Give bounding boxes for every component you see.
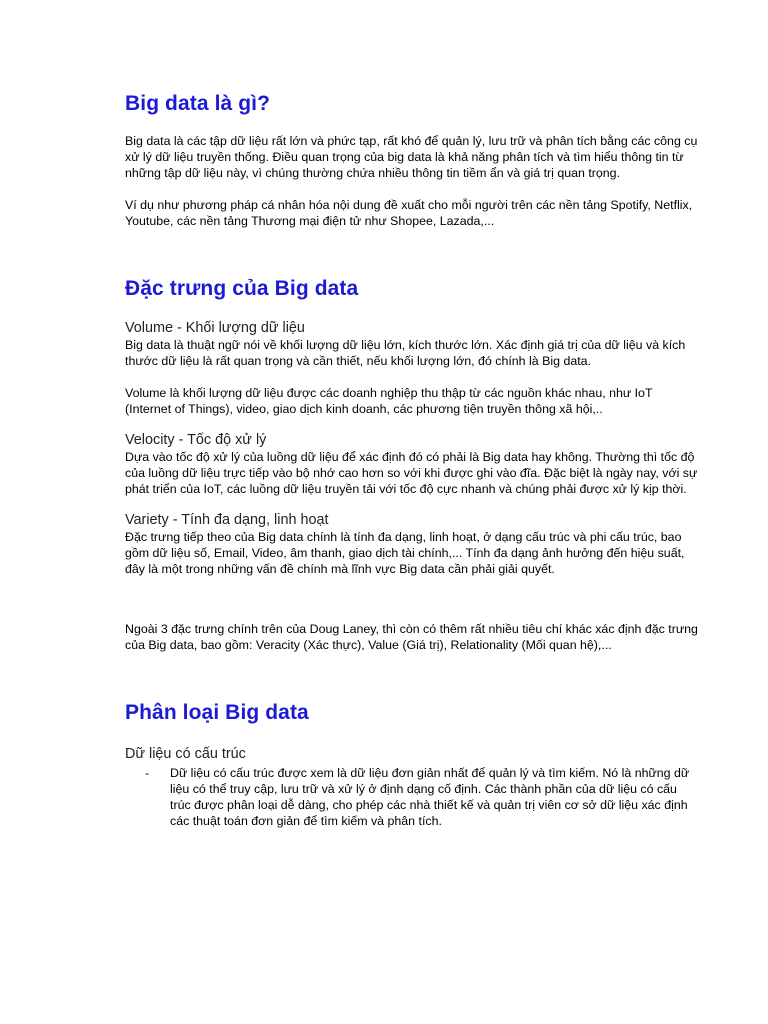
subheading-variety: Variety - Tính đa dạng, linh hoạt (125, 512, 329, 528)
paragraph-example: Ví dụ như phương pháp cá nhân hóa nội dung đề xuất cho mỗi người trên các nền tảng Spotify, Netflix, Youtube, các nền tảng Thương mại điện tử như Shopee, Lazada,... (125, 198, 693, 228)
heading-big-data-what: Big data là gì? (125, 92, 271, 115)
heading-features: Đặc trưng của Big data (125, 277, 359, 300)
document-page (125, 0, 700, 829)
list-item (125, 765, 700, 829)
heading-classification: Phân loại Big data (125, 701, 309, 724)
paragraph-velocity: Dựa vào tốc độ xử lý của luồng dữ liệu để xác định đó có phải là Big data hay không. Thường thì tốc độ của luồng dữ liệu trực tiếp vào bộ nhớ cao hơn so với khi được ghi vào đĩa. Đặc biệt là ngày nay, với sự phát triển của IoT, các luồng dữ liệu truyền tải với tốc độ cực nhanh và chúng phải được xử lý kịp thời. (125, 450, 698, 496)
paragraph-other-characteristics: Ngoài 3 đặc trưng chính trên của Doug Laney, thì còn có thêm rất nhiều tiêu chí khác xác định đặc trưng của Big data, bao gồm: Veracity (Xác thực), Value (Giá trị), Relationality (Mối quan hệ),... (125, 622, 698, 652)
list-item-text: Dữ liệu có cấu trúc được xem là dữ liệu đơn giản nhất để quản lý và tìm kiếm. Nó là những dữ liệu có thể truy cập, lưu trữ và xử lý ở định dạng cố định. Các thành phần của dữ liệu có cấu trúc được phân loại dễ dàng, cho phép các nhà thiết kế và quản trị viên cơ sở dữ liệu xác định các thuật toán đơn giản để tìm kiếm và phân tích. (170, 766, 690, 828)
paragraph-volume-2: Volume là khối lượng dữ liệu được các doanh nghiệp thu thập từ các nguồn khác nhau, như IoT (Internet of Things), video, giao dịch kinh doanh, các phương tiện truyền thông xã hội,.. (125, 386, 653, 416)
subheading-velocity: Velocity - Tốc độ xử lý (125, 432, 267, 448)
structured-data-list (125, 765, 700, 829)
paragraph-volume-1: Big data là thuật ngữ nói về khối lượng dữ liệu lớn, kích thước lớn. Xác định giá trị của dữ liệu và kích thước dữ liệu là rất quan trọng và cần thiết, nếu khối lượng lớn, đó chính là Big data. (125, 338, 686, 368)
subheading-structured-data: Dữ liệu có cấu trúc (125, 746, 246, 762)
paragraph-variety: Đặc trưng tiếp theo của Big data chính là tính đa dạng, linh hoạt, ở dạng cấu trúc và phi cấu trúc, bao gồm dữ liệu số, Email, Video, âm thanh, giao dịch tài chính,... Tính đa dạng ảnh hưởng đến hiệu suất, đây là một trong những vấn đề chính mà lĩnh vực Big data cần phải giải quyết. (125, 530, 685, 576)
paragraph-definition: Big data là các tập dữ liệu rất lớn và phức tạp, rất khó để quản lý, lưu trữ và phân tích bằng các công cụ xử lý dữ liệu truyền thống. Điều quan trọng của big data là khả năng phân tích và tìm hiểu thông tin từ những tập dữ liệu này, vì chúng thường chứa nhiều thông tin tiềm ẩn và giá trị quan trọng. (125, 134, 698, 180)
list-bullet: - (145, 766, 150, 780)
subheading-volume: Volume - Khối lượng dữ liệu (125, 320, 305, 336)
